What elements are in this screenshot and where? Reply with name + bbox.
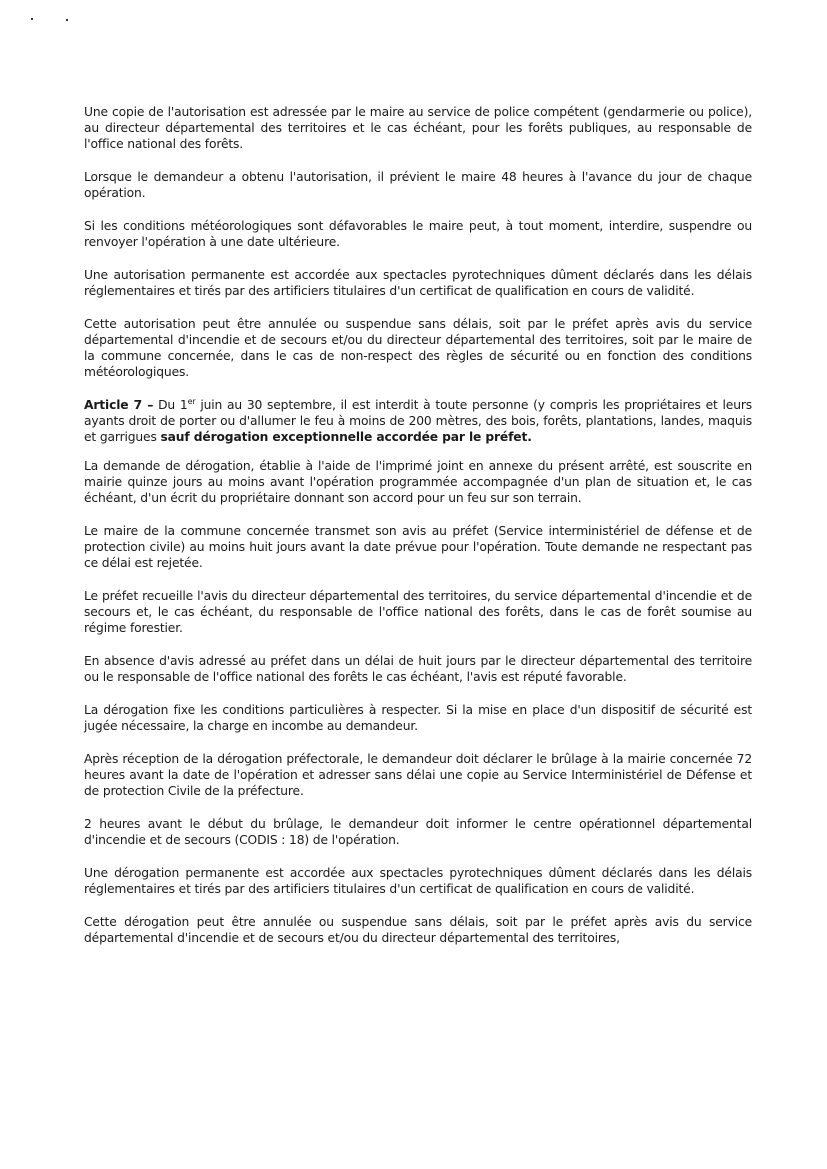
scan-speck <box>66 19 68 21</box>
paragraph-derogation-conditions: La dérogation fixe les conditions particulières à respecter. Si la mise en place d'un dispositif de sécurité est jugée nécessaire, la charge en incombe au demandeur. <box>84 703 752 733</box>
article-7-label: Article 7 – <box>84 398 154 412</box>
article-7-superscript: er <box>187 396 196 406</box>
paragraph-absence-of-opinion: En absence d'avis adressé au préfet dans un délai de huit jours par le directeur départemental des territoire ou le responsable de l'office national des forêts le cas échéant, l'avis est réputé favorable. <box>84 654 752 684</box>
paragraph-mayor-opinion: Le maire de la commune concernée transmet son avis au préfet (Service interministériel de défense et de protection civile) au moins huit jours avant la date prévue pour l'opération. Toute demande ne respectant pas ce délai est rejetée. <box>84 524 752 570</box>
scan-speck <box>31 18 33 20</box>
paragraph-derogation-cancellation: Cette dérogation peut être annulée ou suspendue sans délais, soit par le préfet après avis du service départemental d'incendie et de secours et/ou du directeur départemental des territoires, <box>84 915 752 945</box>
paragraph-derogation-request: La demande de dérogation, établie à l'aide de l'imprimé joint en annexe du présent arrêté, est souscrite en mairie quinze jours au moins avant l'opération programmée accompagnée d'un plan de situation et, le cas échéant, d'un écrit du propriétaire donnant son accord pour un feu sur son terrain. <box>84 459 752 505</box>
paragraph-authorization-cancellation: Cette autorisation peut être annulée ou suspendue sans délais, soit par le préfet après avis du service départemental d'incendie et de secours et/ou du directeur départemental des territoires, soit par le maire de la commune concernée, dans le cas de non-respect des règles de sécurité ou en fonction des conditions météorologiques. <box>84 317 752 379</box>
paragraph-codis-notice: 2 heures avant le début du brûlage, le demandeur doit informer le centre opérationnel départemental d'incendie et de secours (CODIS : 18) de l'opération. <box>84 817 752 847</box>
paragraph-copy-authorization: Une copie de l'autorisation est adressée par le maire au service de police compétent (gendarmerie ou police), au directeur départemental des territoires et le cas échéant, pour les forêts publiques, au responsable de l'office national des forêts. <box>84 105 752 151</box>
paragraph-permanent-authorization: Une autorisation permanente est accordée aux spectacles pyrotechniques dûment déclarés dans les délais réglementaires et tirés par des artificiers titulaires d'un certificat de qualification en cours de validité. <box>84 268 752 298</box>
article-7 <box>84 397 752 445</box>
article-7-text-body: juin au 30 septembre, il est interdit à toute personne (y compris les propriétaires et leurs ayants droit de porter ou d'allumer le feu à moins de 200 mètres, des bois, forêts, plantations, landes, maquis et garrigues <box>84 398 752 444</box>
paragraph-weather-conditions: Si les conditions météorologiques sont défavorables le maire peut, à tout moment, interdire, suspendre ou renvoyer l'opération à une date ultérieure. <box>84 219 752 249</box>
paragraph-prefect-consultation: Le préfet recueille l'avis du directeur départemental des territoires, du service départemental d'incendie et de secours et, le cas échéant, du responsable de l'office national des forêts, dans le cas de forêt soumise au régime forestier. <box>84 589 752 635</box>
paragraph-notice-48h: Lorsque le demandeur a obtenu l'autorisation, il prévient le maire 48 heures à l'avance du jour de chaque opération. <box>84 170 752 200</box>
paragraph-after-reception: Après réception de la dérogation préfectorale, le demandeur doit déclarer le brûlage à la mairie concernée 72 heures avant la date de l'opération et adresser sans délai une copie au Service Interministériel de Défense et de protection Civile de la préfecture. <box>84 752 752 798</box>
paragraph-permanent-derogation: Une dérogation permanente est accordée aux spectacles pyrotechniques dûment déclarés dans les délais réglementaires et tirés par des artificiers titulaires d'un certificat de qualification en cours de validité. <box>84 866 752 896</box>
article-7-text-start: Du 1 <box>153 398 188 412</box>
document-page <box>84 104 752 963</box>
article-7-bold-exception: sauf dérogation exceptionnelle accordée par le préfet. <box>160 430 532 444</box>
